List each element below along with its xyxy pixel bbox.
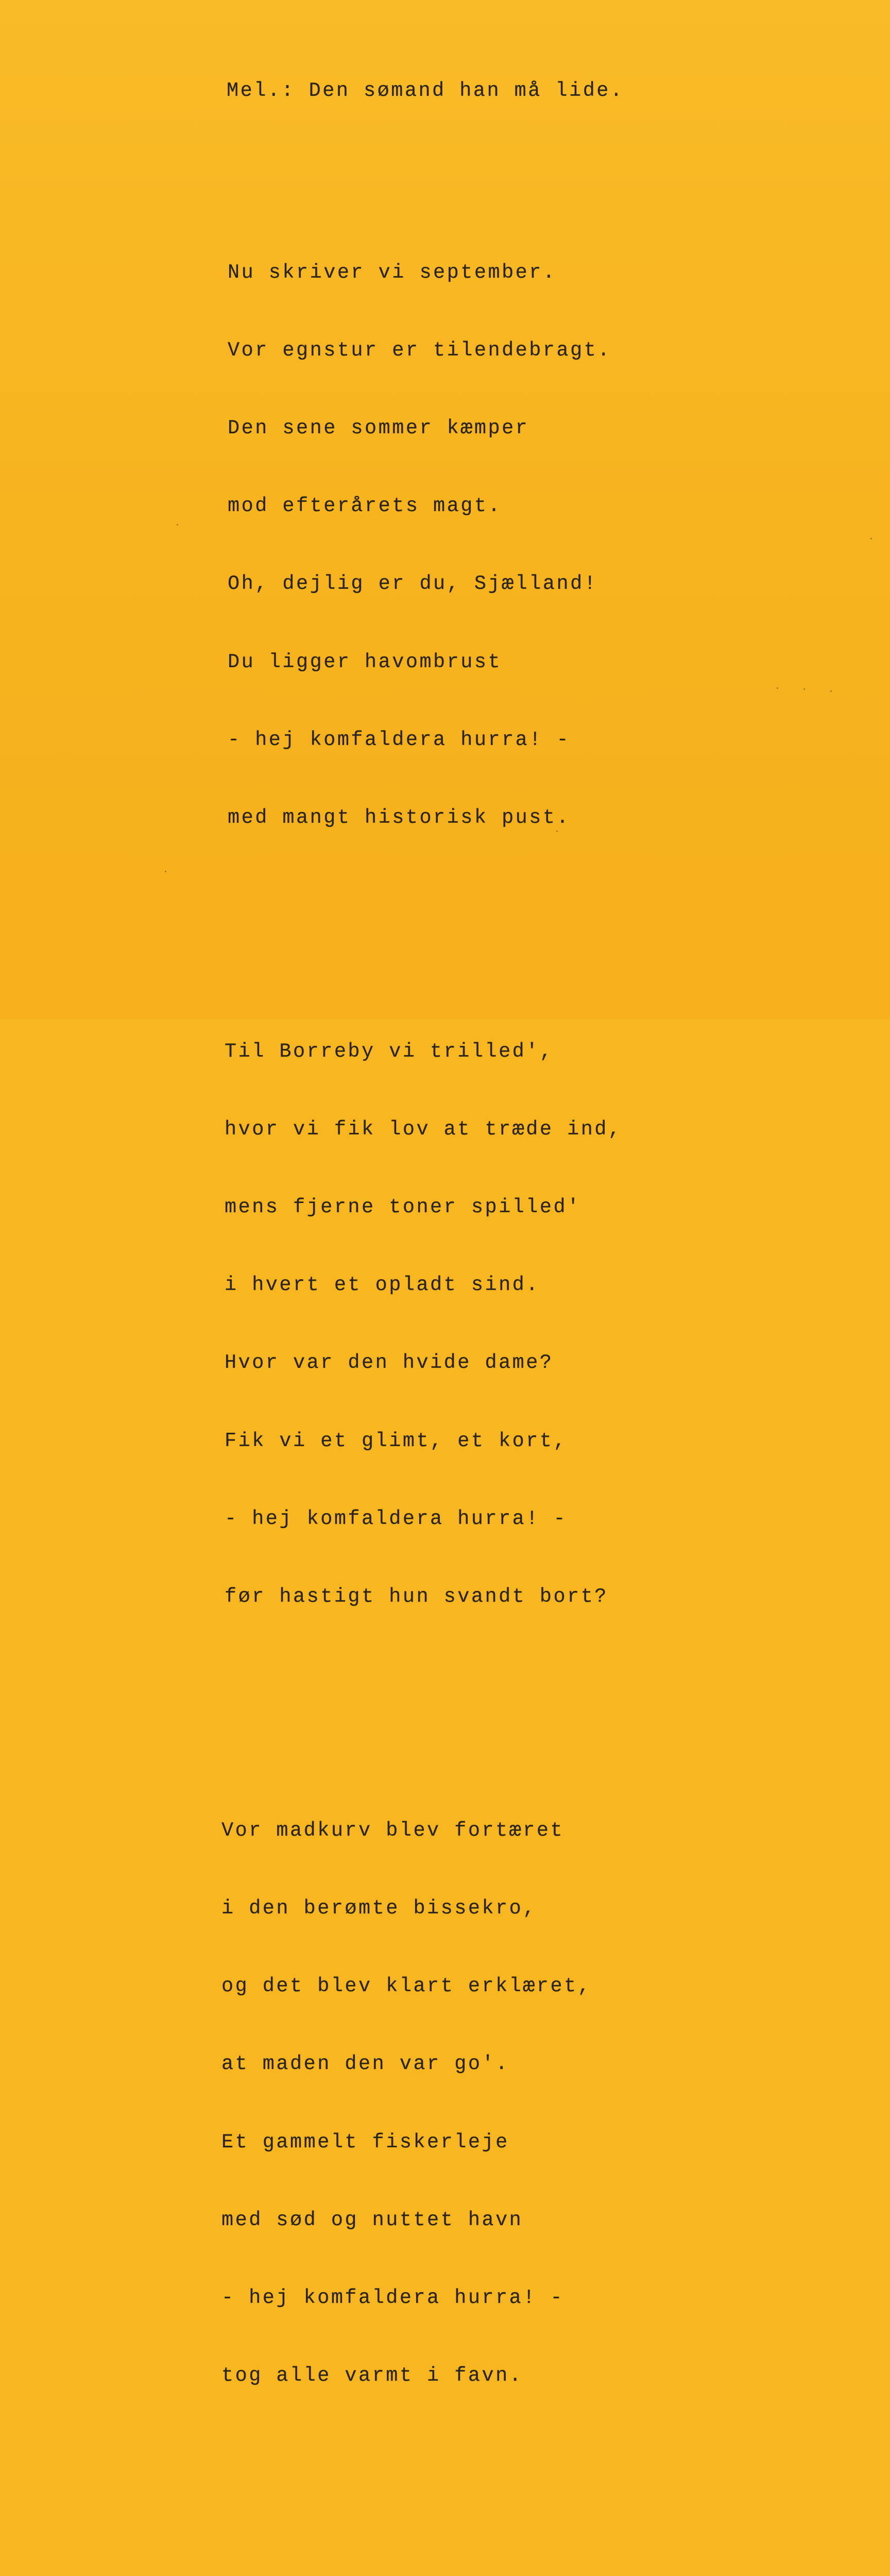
stanza-line: - hej komfaldera hurra! - [228, 728, 571, 751]
stanza-2 [225, 987, 870, 1662]
stanza-4 [218, 2545, 870, 2576]
paper-speck [777, 687, 778, 689]
stanza-line: Oh, dejlig er du, Sjælland! [228, 572, 598, 596]
paper-speck [165, 871, 166, 872]
stanza-line: at maden den var go'. [221, 2053, 509, 2076]
stanza-line: tog alle varmt i favn. [221, 2364, 523, 2387]
stanza-3 [221, 1766, 870, 2441]
stanza-line: hvor vi fik lov at træde ind, [225, 1117, 622, 1141]
stanza-line: Vor madkurv blev fortæret [221, 1819, 564, 1842]
stanza-line: Fik vi et glimt, et kort, [225, 1429, 568, 1452]
song-text [221, 26, 870, 2576]
stanza-line: mod efterårets magt. [228, 495, 502, 518]
stanza-line: med sød og nuttet havn [221, 2208, 523, 2231]
stanza-line: med mangt historisk pust. [228, 806, 571, 829]
stanza-line: i den berømte bissekro, [221, 1896, 537, 1920]
stanza-line: før hastigt hun svandt bort? [225, 1585, 608, 1608]
paper-speck [556, 831, 558, 832]
stanza-line: Et gammelt fiskerleje [221, 2130, 509, 2154]
stanza-1 [228, 208, 870, 883]
paper-speck [830, 690, 832, 692]
paper-speck [177, 524, 178, 526]
stanza-line: - hej komfaldera hurra! - [225, 1507, 568, 1530]
stanza-line: Den sene sommer kæmper [228, 417, 529, 440]
stanza-line: i hvert et opladt sind. [225, 1274, 540, 1297]
melody-line: Mel.: Den sømand han må lide. [227, 79, 624, 102]
stanza-line: mens fjerne toner spilled' [225, 1196, 581, 1219]
paper-speck [803, 688, 805, 690]
stanza-line: - hej komfaldera hurra! - [221, 2286, 564, 2309]
stanza-line: Til Borreby vi trilled', [225, 1040, 554, 1063]
stanza-line: Vor egnstur er tilendebragt. [228, 338, 611, 362]
paper-speck [870, 538, 872, 539]
stanza-line: Nu skriver vi september. [228, 261, 557, 284]
stanza-line: Du ligger havombrust [228, 650, 502, 673]
stanza-line: og det blev klart erklæret, [221, 1975, 592, 1998]
stanza-line: Hvor var den hvide dame? [225, 1351, 554, 1375]
